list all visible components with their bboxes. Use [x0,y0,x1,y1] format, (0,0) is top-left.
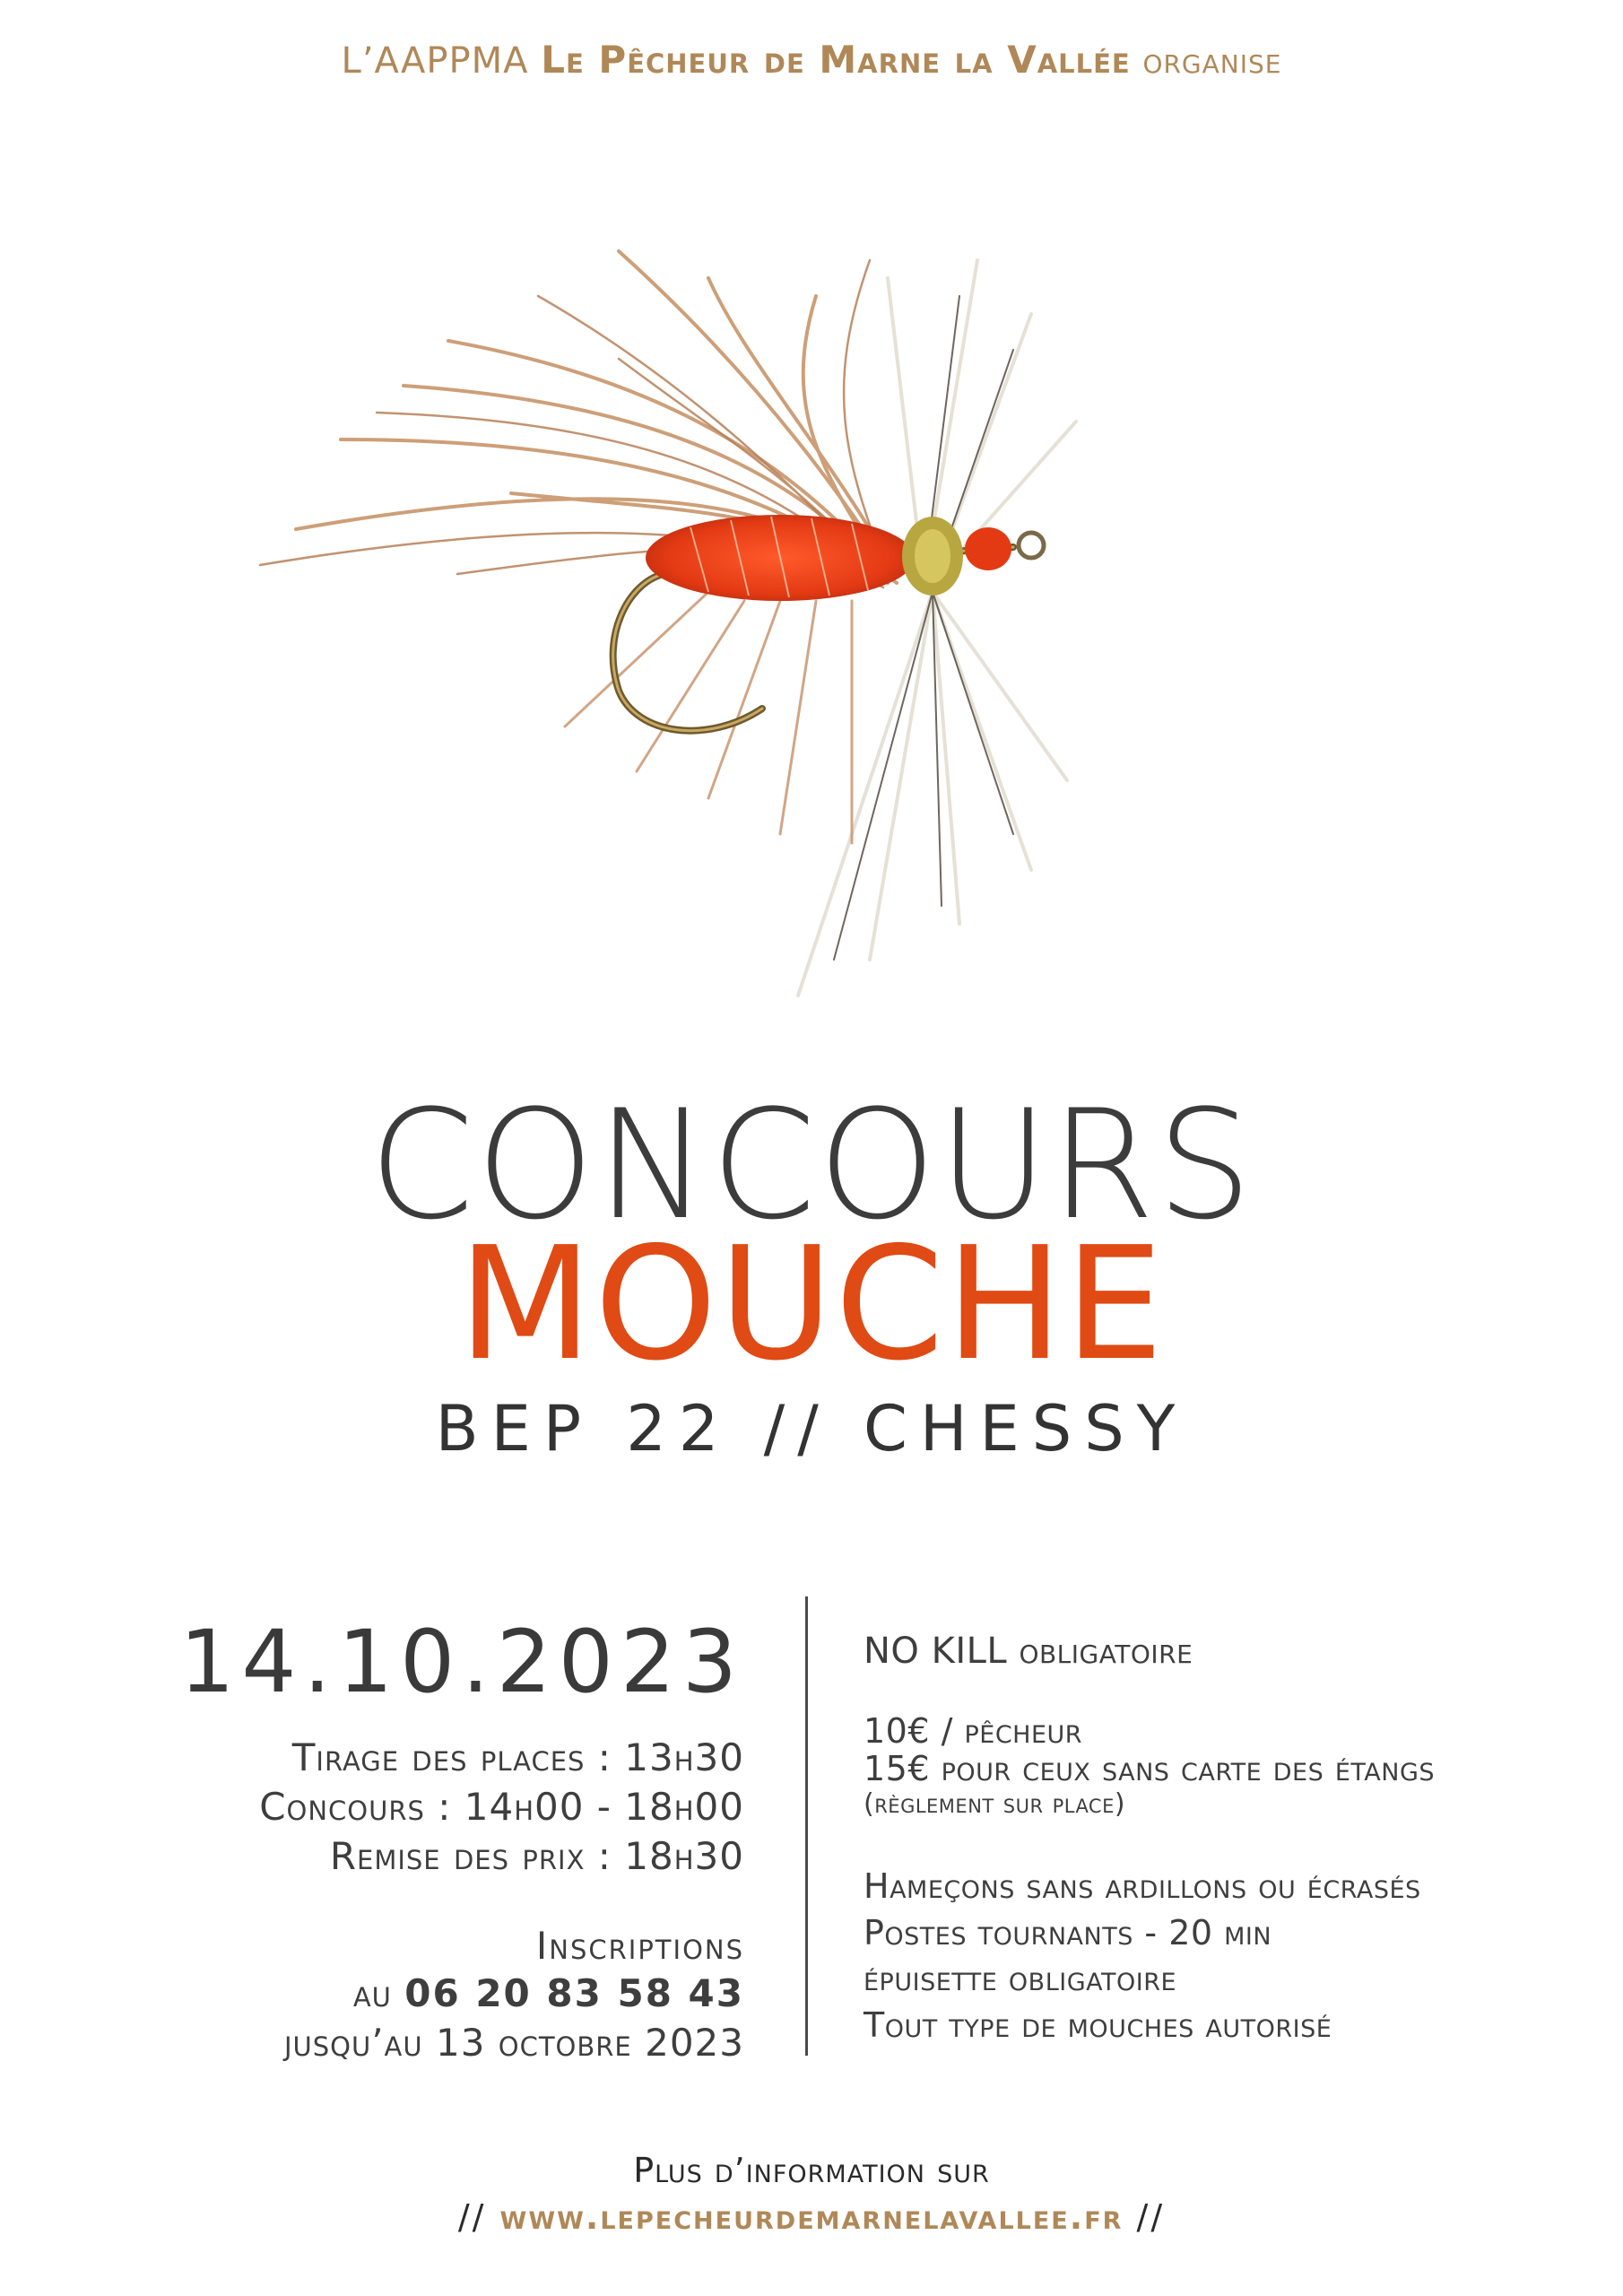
fly-fishing-lure-icon [242,152,1255,1067]
registration-title: Inscriptions [535,1924,744,1968]
title-mouche: MOUCHE [457,1213,1166,1396]
schedule-awards: Remise des prix : 18h30 [329,1834,744,1878]
more-info-label: Plus d’information sur [633,2151,990,2190]
event-date: 14.10.2023 [179,1612,744,1712]
no-kill-rest: obligatoire [1019,1631,1193,1672]
no-kill-label: NO KILL [864,1631,1008,1672]
schedule-contest: Concours : 14h00 - 18h00 [259,1785,744,1829]
title-location: BEP 22 // CHESSY [435,1392,1188,1465]
rule-rotating-posts: Postes tournants - 20 min [864,1913,1272,1952]
payment-note: (règlement sur place) [864,1788,1126,1820]
price-with-card: 10€ / pêcheur [864,1711,1083,1751]
registration-phone-line [353,1971,744,2015]
title-concours: CONCOURS [369,1077,1254,1253]
rule-flies: Tout type de mouches autorisé [864,2005,1332,2045]
url-suffix: // [1136,2197,1166,2237]
url-prefix: // [457,2197,487,2237]
header-suffix: organise [1142,40,1282,82]
price-without-card: 15€ pour ceux sans carte des étangs [864,1749,1436,1788]
website-link[interactable]: www.lepecheurdemarnelavallee.fr [499,2197,1124,2237]
header-line [0,38,1623,82]
header-prefix: L’AAPPMA [341,40,529,82]
registration-prefix: au [352,1971,392,2015]
website-line [0,2197,1623,2237]
rule-landing-net: épuisette obligatoire [864,1959,1177,1998]
registration-deadline: jusqu’au 13 octobre 2023 [283,2021,744,2065]
no-kill-rule [864,1631,1193,1672]
organizer-name: Le Pêcheur de Marne la Vallée [541,38,1131,82]
phone-number[interactable]: 06 20 83 58 43 [404,1971,744,2015]
rule-hooks: Hameçons sans ardillons ou écrasés [864,1866,1421,1906]
schedule-draw: Tirage des places : 13h30 [291,1735,744,1779]
column-divider [805,1596,808,2056]
